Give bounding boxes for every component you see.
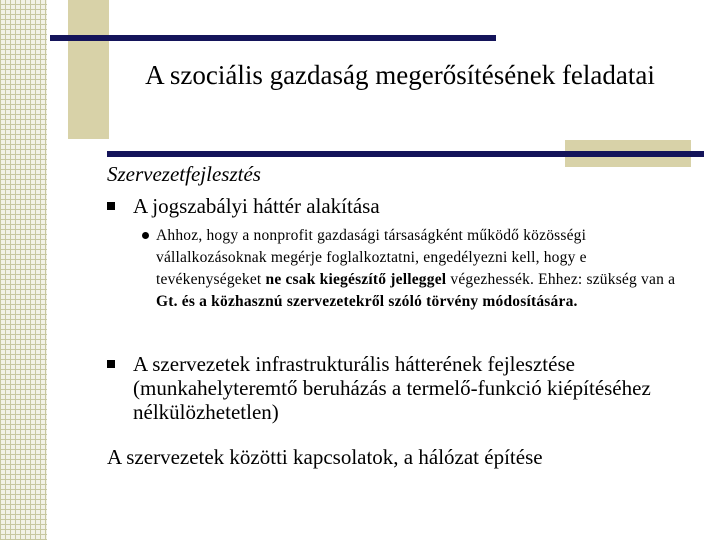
slide-title: A szociális gazdaság megerősítésének feladatai xyxy=(145,60,655,90)
sub-bullet-text-bold: Gt. és a közhasznú szervezetekről szóló törvény módosítására. xyxy=(156,293,578,310)
title-accent-line xyxy=(50,35,496,41)
sub-bullet-text-part: végezhessék. Ehhez: szükség van a xyxy=(446,271,676,288)
decorative-grid-strip xyxy=(0,0,47,540)
sub-bullet-text xyxy=(142,225,682,313)
plain-text-line: A szervezetek közötti kapcsolatok, a hálózat építése xyxy=(107,445,543,469)
title-accent-box xyxy=(68,0,109,139)
bullet-text: A jogszabályi háttér alakítása xyxy=(133,194,380,218)
sub-bullet-text-bold: ne csak kiegészítő jelleggel xyxy=(265,271,447,288)
sub-bullet-item xyxy=(142,225,682,313)
round-bullet-icon xyxy=(142,232,149,239)
sub-bullet-text-part: Ahhoz, hogy a nonprofit gazdasági társaságként működő közösségi vállalkozásoknak megérje foglalkoztatni, engedélyezni kell, hogy e tevékenységeket xyxy=(156,227,587,288)
separator-line xyxy=(107,151,704,157)
bullet-item xyxy=(107,194,380,218)
square-bullet-icon xyxy=(107,360,115,368)
section-subtitle: Szervezetfejlesztés xyxy=(107,162,261,186)
bullet-item xyxy=(107,352,707,424)
bullet-text: A szervezetek infrastrukturális hátterének fejlesztése (munkahelyteremtő beruházás a termelő-funkció kiépítéséhez nélkülözhetetlen) xyxy=(133,352,651,424)
square-bullet-icon xyxy=(107,202,115,210)
